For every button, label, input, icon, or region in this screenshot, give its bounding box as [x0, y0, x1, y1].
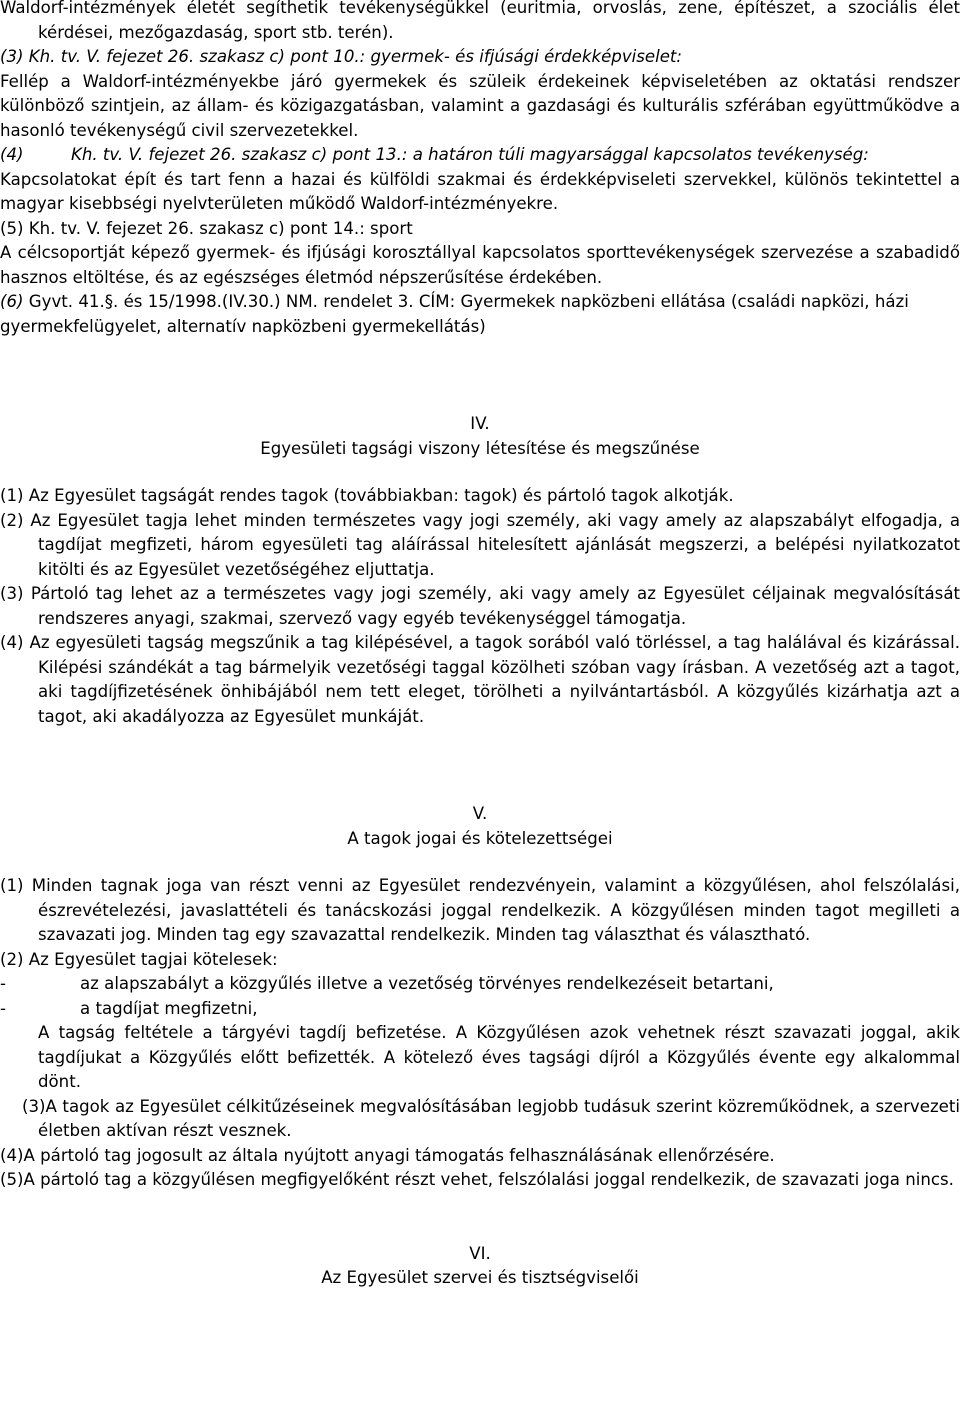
section-4-number: IV. [470, 414, 490, 433]
list-item [0, 972, 960, 997]
spacer [0, 1193, 960, 1242]
dash-marker: - [0, 998, 6, 1018]
section-4-item-3: (3) Pártoló tag lehet az a természetes vagy jogi személy, aki vagy amely az Egyesület céljainak megvalósítását rendszeres anyagi, szakmai, szervező vagy egyéb tevékenységgel támogatja. [0, 584, 960, 628]
ref-6-text: Gyvt. 41.§. és 15/1998.(IV.30.) NM. rendelet 3. CÍM: Gyermekek napközbeni ellátása (családi napközi, házi gyermekfelügyelet, alternatív napközbeni gyermekellátás) [0, 292, 909, 336]
spacer [0, 339, 960, 412]
section-5-item-1: (1) Minden tagnak joga van részt venni az Egyesület rendezvényein, valamint a közgyűlésen, ahol felszólalási, észrevételezési, javaslattételi és tanácskozási joggal rendelkezik. A közgyűlésen minden tagot megilleti a szavazati jog. Minden tag egy szavazattal rendelkezik. Minden tag választhat és választható. [0, 876, 960, 944]
section-5-item-2: (2) Az Egyesület tagjai kötelesek: [0, 949, 278, 969]
section-5-item-2-continuation: A tagság feltétele a tárgyévi tagdíj befizetése. A Közgyűlésen azok vehetnek részt szavazati joggal, akik tagdíjukat a Közgyűlés előtt befizették. A kötelező éves tagsági díjról a Közgyűlés évente egy alkalommal dönt. [38, 1023, 960, 1091]
paragraph-ref-3: (3) Kh. tv. V. fejezet 26. szakasz c) pont 10.: gyermek- és ifjúsági érdekképviselet: [0, 47, 683, 66]
section-5-item-3: (3)A tagok az Egyesület célkitűzéseinek megvalósításában legjobb tudásuk szerint közreműködnek, a szervezeti életben aktívan részt vesznek. [22, 1096, 960, 1140]
paragraph-top-1: Waldorf-intézmények életét segíthetik tevékenységükkel (euritmia, orvoslás, zene, építészet, a szociális élet kérdései, mezőgazdaság, sport stb. terén). [0, 0, 960, 42]
paragraph-relations: Kapcsolatokat épít és tart fenn a hazai és külföldi szakmai és érdekképviseleti szervekkel, különös tekintettel a magyar kisebbségi nyelvterületen működő Waldorf-intézményekre. [0, 169, 960, 213]
paragraph-ref-6 [0, 290, 960, 339]
spacer [0, 851, 960, 874]
section-4-title: Egyesületi tagsági viszony létesítése és megszűnése [260, 438, 700, 458]
section-5-item-5: (5)A pártoló tag a közgyűlésen megfigyelőként részt vehet, felszólalási joggal rendelkezik, de szavazati joga nincs. [0, 1170, 954, 1189]
section-5-title: A tagok jogai és kötelezettségei [347, 828, 613, 848]
section-4-item-2: (2) Az Egyesület tagja lehet minden természetes vagy jogi személy, aki vagy amely az alapszabályt elfogadja, a tagdíjat megfizeti, három egyesületi tag aláírással hitelesített ajánlását megszerzi, a belépési nyilatkozatot kitölti és az Egyesület vezetőségéhez eljuttatja. [0, 510, 960, 579]
section-4-item-1: (1) Az Egyesület tagságát rendes tagok (továbbiakban: tagok) és pártoló tagok alkotják. [0, 486, 734, 505]
spacer [0, 461, 960, 484]
spacer [0, 729, 960, 802]
section-6-title: Az Egyesület szervei és tisztségviselői [321, 1268, 639, 1287]
paragraph-sport: A célcsoportját képező gyermek- és ifjúsági korosztállyal kapcsolatos sporttevékenységek szervezése a szabadidő hasznos eltöltése, és az egészséges életmód népszerűsítése érdekében. [0, 243, 960, 287]
list-item [0, 997, 960, 1022]
section-6-number: VI. [469, 1243, 491, 1263]
section-5-number: V. [472, 804, 488, 823]
section-4-item-4: (4) Az egyesületi tagság megszűnik a tag kilépésével, a tagok sorából való törléssel, a tag halálával és kizárással. Kilépési szándékát a tag bármelyik vezetőségi taggal közölheti szóban vagy írásban. A vezetőség azt a tagot, aki tagdíjfizetésének önhibájából nem tett eleget, törölheti a nyilvántartásból. A közgyűlés kizárhatja azt a tagot, aki akadályozza az Egyesület munkáját. [0, 633, 960, 726]
ref-6-number: (6) [0, 292, 24, 311]
dash-marker: - [0, 974, 6, 993]
paragraph-representation: Fellép a Waldorf-intézményekbe járó gyermekek és szüleik érdekeinek képviseletében az oktatási rendszer különböző szintjein, az állam- és közigazgatásban, valamint a gazdasági és kulturális szférában együttműködve a hasonló tevékenységű civil szervezetekkel. [0, 71, 960, 140]
paragraph-ref-4: (4) Kh. tv. V. fejezet 26. szakasz c) pont 13.: a határon túli magyarsággal kapcsolatos tevékenység: [0, 145, 869, 164]
section-5-item-4: (4)A pártoló tag jogosult az általa nyújtott anyagi támogatás felhasználásának ellenőrzésére. [0, 1145, 775, 1165]
list-item-text: az alapszabályt a közgyűlés illetve a vezetőség törvényes rendelkezéseit betartani, [80, 974, 774, 993]
paragraph-ref-5: (5) Kh. tv. V. fejezet 26. szakasz c) pont 14.: sport [0, 218, 413, 238]
list-item-text: a tagdíjat megfizetni, [80, 998, 258, 1018]
